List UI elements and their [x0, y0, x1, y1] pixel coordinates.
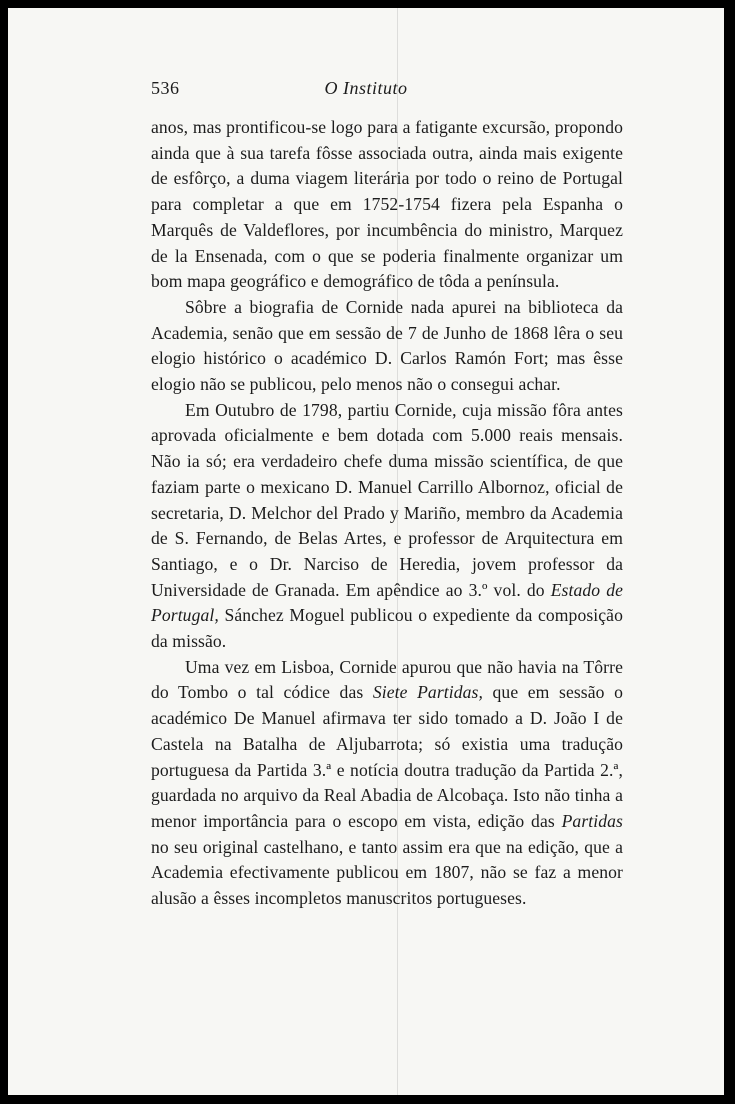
paragraph-4-siete-partidas: Siete Partidas, — [372, 682, 483, 703]
paragraph-2: Sôbre a biografia de Cornide nada apurei na biblioteca da Academia, senão que em sessão de 7 de Junho de 1868 lêra o seu elogio histórico o académico D. Carlos Ramón Fort; mas êsse elogio não se publicou, pelo menos não o consegui achar. — [151, 296, 623, 395]
paragraph-4-part-c: que em sessão o académico De Manuel afirmava ter sido tomado a D. João I de Castela na Batalha de Aljubarrota; só existia uma tradução portuguesa da Partida 3.ª e notícia doutra tradução da Partida 2.ª, guardada no arquivo da Real Abadia de Alcobaça. Isto não tinha a menor importância para o escopo em vista, edição das — [151, 682, 623, 831]
paragraph-3-appendix-title: Estado de Portugal, — [151, 579, 624, 626]
paragraph-3-appendix-after: Sánchez Moguel publicou o expediente da composição da missão. — [151, 605, 623, 652]
page-number: 536 — [151, 78, 180, 98]
paragraph-4-part-a: Uma vez em Lisboa, Cornide apurou que não havia na Tôrre do Tombo o tal códice das — [151, 656, 623, 703]
paragraph-3 — [151, 398, 623, 655]
paragraph-3-text: Em Outubro de 1798, partiu Cornide, cuja missão fôra antes aprovada oficialmente e bem dotada com 5.000 reais mensais. Não ia só; era verdadeiro chefe duma missão scientífica, de que faziam parte o mexicano D. Manuel Carrillo Albornoz, oficial de secretaria, D. Melchor del Prado y Mariño, membro da Academia de S. Fernando, de Belas Artes, e professor de Arquitectura em Santiago, e o Dr. Narciso de Heredia, jovem professor da Universidade de Granada. — [151, 399, 623, 600]
paragraph-4-part-e: no seu original castelhano, e tanto assim era que na edição, que a Academia efectivamente publicou em 1807, não se faz a menor alusão a êsses incompletos manuscritos portugueses. — [151, 836, 623, 909]
paragraph-1: anos, mas prontificou-se logo para a fatigante excursão, propondo ainda que à sua tarefa fôsse associada outra, ainda mais exigente de esfôrço, a duma viagem literária por todo o reino de Portugal para completar a que em 1752-1754 fizera pela Espanha o Marquês de Valdeflores, por incumbência do ministro, Marquez de la Ensenada, com o que se poderia finalmente organizar um bom mapa geográfico e demográfico de tôda a península. — [151, 117, 623, 292]
paragraph-4 — [151, 655, 623, 912]
paragraph-4-partidas: Partidas — [561, 810, 623, 831]
book-page — [8, 8, 724, 1095]
paragraph-3-appendix-before: Em apêndice ao 3.º vol. do — [345, 579, 551, 600]
page-header — [8, 78, 724, 102]
body-text — [151, 115, 623, 912]
running-title: O Instituto — [324, 78, 408, 98]
